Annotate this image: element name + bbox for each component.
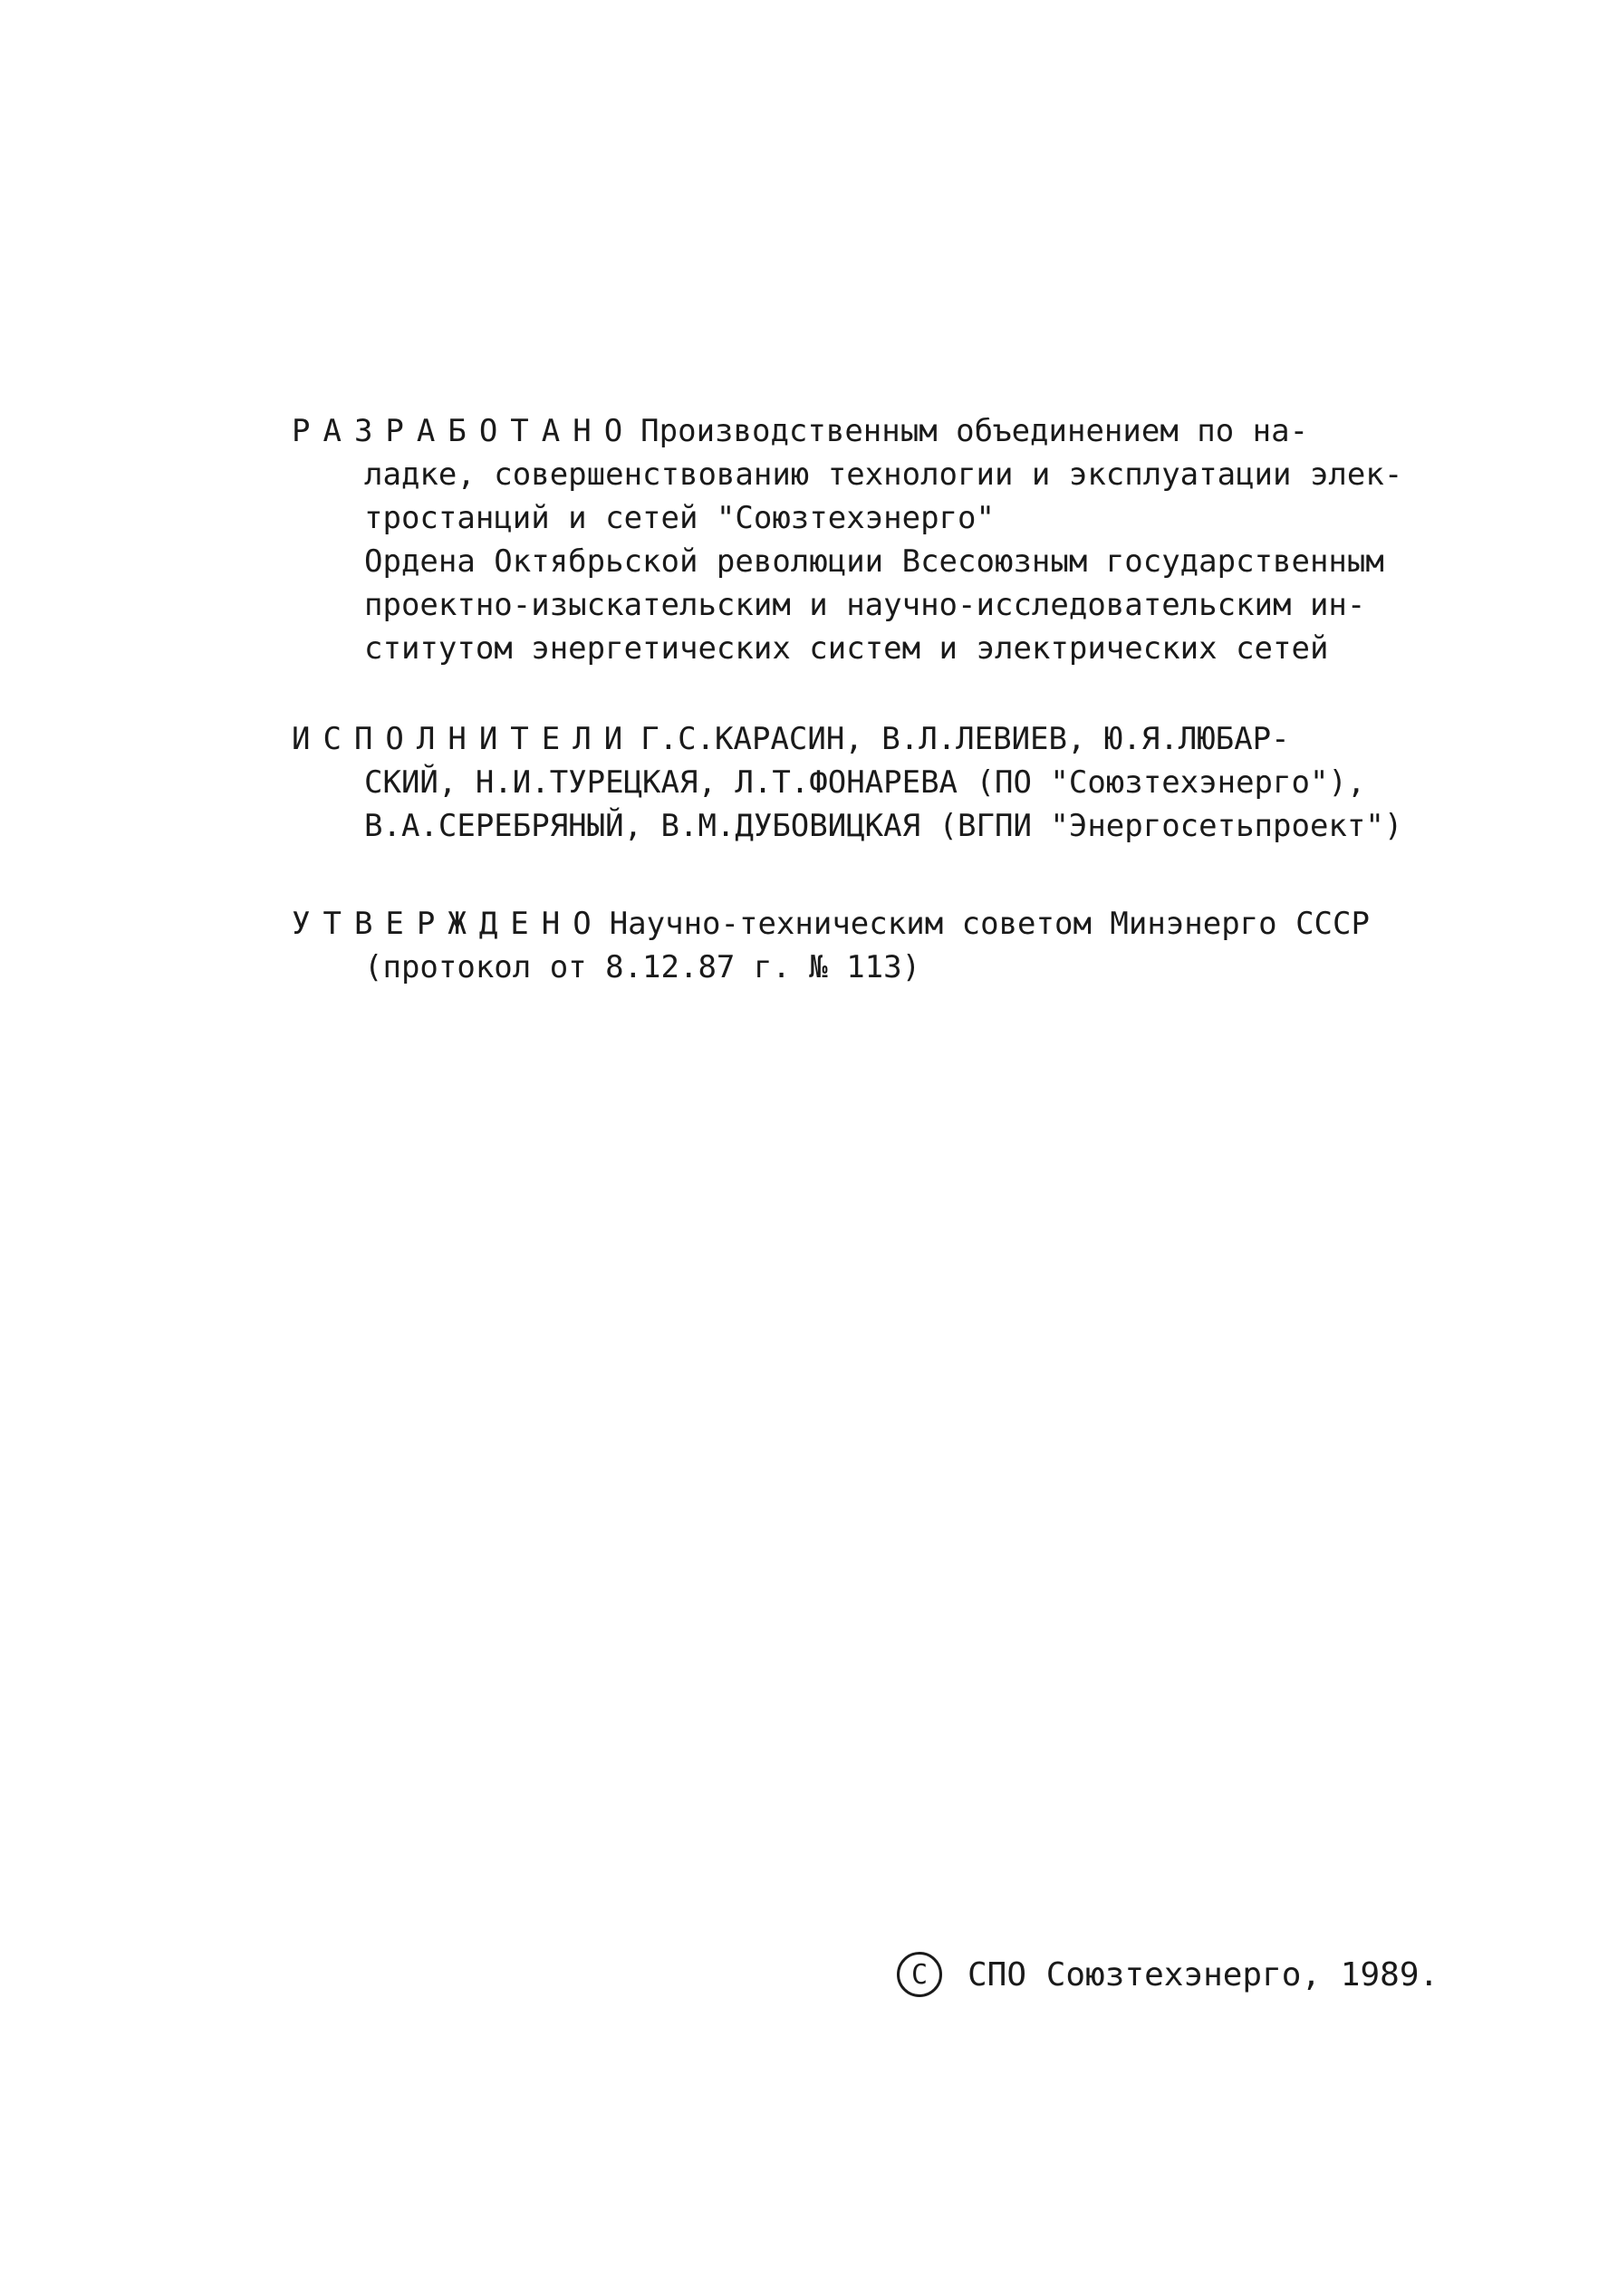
- approved-line: Научно-техническим советом Минэнерго СССР: [609, 906, 1370, 942]
- copyright-icon: C: [897, 1952, 942, 1997]
- developed-line: Ордена Октябрьской революции Всесоюзным государственным: [364, 543, 1384, 580]
- developed-line: ститутом энергетических систем и электрических сетей: [364, 630, 1329, 667]
- executors-section: [292, 717, 1487, 848]
- developed-label: РАЗРАБОТАНО: [292, 413, 636, 449]
- developed-section: [292, 409, 1487, 670]
- executors-label: ИСПОЛНИТЕЛИ: [292, 721, 636, 757]
- developed-line: ладке, совершенствованию технологии и эксплуатации элек-: [364, 456, 1403, 493]
- developed-line: тростанций и сетей "Союзтехэнерго": [364, 500, 995, 536]
- copyright-notice: [897, 1947, 1439, 2002]
- executors-first-line: [292, 717, 1487, 761]
- developed-line: проектно-изыскательским и научно-исследовательским ин-: [364, 587, 1366, 623]
- approved-line: (протокол от 8.12.87 г. № 113): [364, 949, 921, 985]
- executors-line: В.А.СЕРЕБРЯНЫЙ, В.М.ДУБОВИЦКАЯ (ВГПИ "Энергосетьпроект"): [364, 808, 1403, 844]
- approved-label: УТВЕРЖДЕНО: [292, 906, 604, 942]
- executors-line: Г.С.КАРАСИН, В.Л.ЛЕВИЕВ, Ю.Я.ЛЮБАР-: [640, 721, 1290, 757]
- approved-section: [292, 902, 1487, 989]
- approved-first-line: [292, 902, 1487, 946]
- developed-line: Производственным объединением по на-: [640, 413, 1309, 449]
- executors-line: СКИЙ, Н.И.ТУРЕЦКАЯ, Л.Т.ФОНАРЕВА (ПО "Союзтехэнерго"),: [364, 764, 1366, 801]
- developed-first-line: [292, 409, 1487, 453]
- copyright-text: СПО Союзтехэнерго, 1989.: [967, 1955, 1439, 1993]
